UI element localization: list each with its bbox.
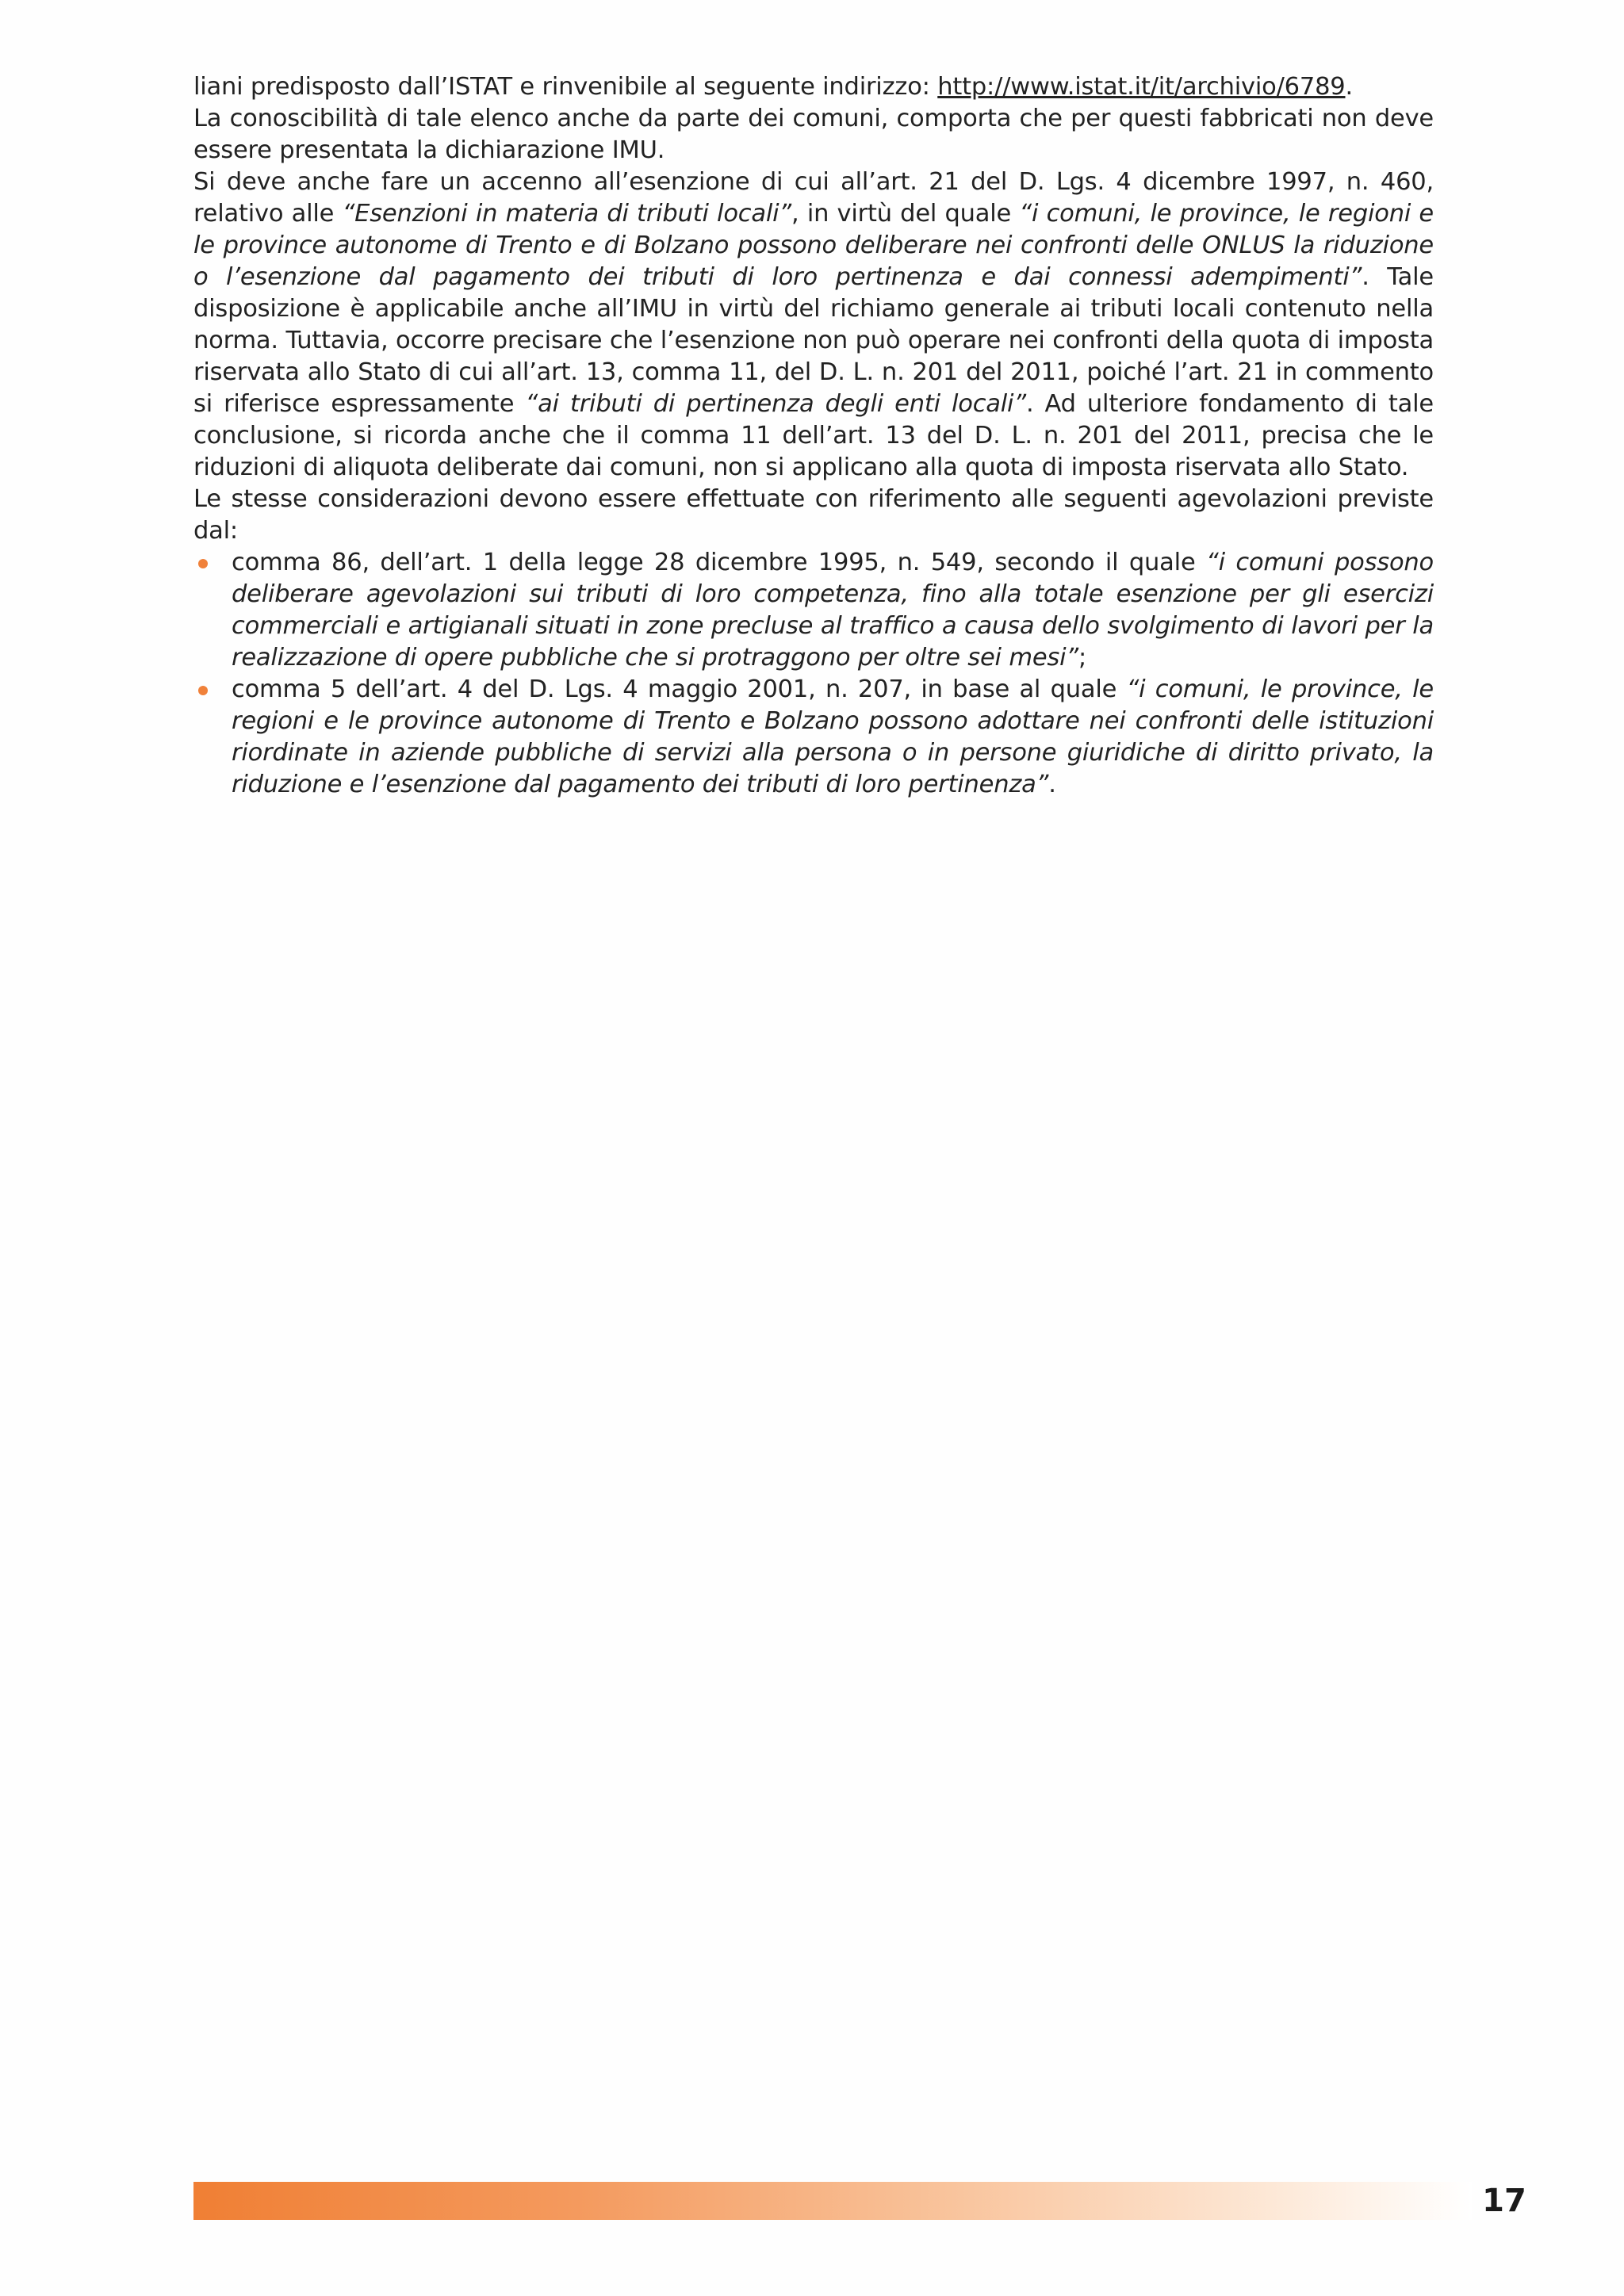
paragraph-text: . Tale disposizione è applicabile anche all’IMU in virtù del richiamo generale ai tributi locali contenuto nella norma. Tuttavia, occorre precisare che l’esenzione non può operare nei confronti della quota di imposta riservata allo Stato di cui all’art. 13, comma 11, del D. L. n. 201 del 2011, poiché l’art. 21 in commento si riferisce espressamente xyxy=(193,263,1434,418)
list-item-text: comma 5 dell’art. 4 del D. Lgs. 4 maggio 2001, n. 207, in base al quale xyxy=(232,675,1127,703)
agevolazioni-list xyxy=(193,547,1434,801)
italic-quote: “ai tributi di pertinenza degli enti locali” xyxy=(525,390,1026,418)
italic-quote: “i comuni possono deliberare agevolazioni sui tributi di loro competenza, fino alla totale esenzione per gli esercizi commerciali e artigianali situati in zone precluse al traffico a causa dello svolgimento di lavori per la realizzazione di opere pubbliche che si protraggono per oltre sei mesi” xyxy=(232,549,1434,672)
paragraph-text: . Ad ulteriore fondamento di tale conclusione, si ricorda anche che il comma 11 dell’art. 13 del D. L. n. 201 del 2011, precisa che le riduzioni di aliquota deliberate dai comuni, non si applicano alla quota di imposta riservata allo Stato. xyxy=(193,390,1434,481)
document-body xyxy=(193,71,1434,801)
paragraph-esenzione-onlus xyxy=(193,166,1434,484)
italic-quote: “i comuni, le province, le regioni e le province autonome di Trento e Bolzano possono adottare nei confronti delle istituzioni riordinate in aziende pubbliche di servizi alla persona o in persone giuridiche di diritto privato, la riduzione e l’esenzione dal pagamento dei tributi di loro pertinenza” xyxy=(232,675,1434,798)
istat-archive-link[interactable]: http://www.istat.it/it/archivio/6789 xyxy=(937,73,1346,101)
paragraph-punctuation: . xyxy=(1345,73,1353,101)
page-number: 17 xyxy=(1482,2183,1526,2219)
list-item-text: comma 86, dell’art. 1 della legge 28 dicembre 1995, n. 549, secondo il quale xyxy=(232,549,1207,576)
list-item xyxy=(193,547,1434,674)
italic-quote: “Esenzioni in materia di tributi locali” xyxy=(342,200,792,228)
footer-gradient-bar xyxy=(193,2182,1472,2220)
list-item-punctuation: ; xyxy=(1078,644,1087,672)
list-item xyxy=(193,674,1434,801)
list-item-punctuation: . xyxy=(1048,771,1056,798)
paragraph-text: liani predisposto dall’ISTAT e rinvenibile al seguente indirizzo: xyxy=(193,73,938,101)
paragraph-istat xyxy=(193,71,1434,103)
paragraph-conoscibilita: La conoscibilità di tale elenco anche da parte dei comuni, comporta che per questi fabbricati non deve essere presentata la dichiarazione IMU. xyxy=(193,105,1434,164)
bullet-dot-icon xyxy=(198,686,208,695)
paragraph-text: , in virtù del quale xyxy=(791,200,1020,228)
bullet-dot-icon xyxy=(198,559,208,568)
italic-quote: “i comuni, le province, le regioni e le province autonome di Trento e di Bolzano possono deliberare nei confronti delle ONLUS la riduzione o l’esenzione dal pagamento dei tributi di loro pertinenza e dai connessi adempimenti” xyxy=(193,200,1434,291)
paragraph-considerazioni: Le stesse considerazioni devono essere effettuate con riferimento alle seguenti agevolazioni previste dal: xyxy=(193,485,1434,545)
paragraph-text: Si deve anche fare un accenno all’esenzione di cui all’art. 21 del D. Lgs. 4 dicembre 1997, n. 460, relativo alle xyxy=(193,168,1434,228)
